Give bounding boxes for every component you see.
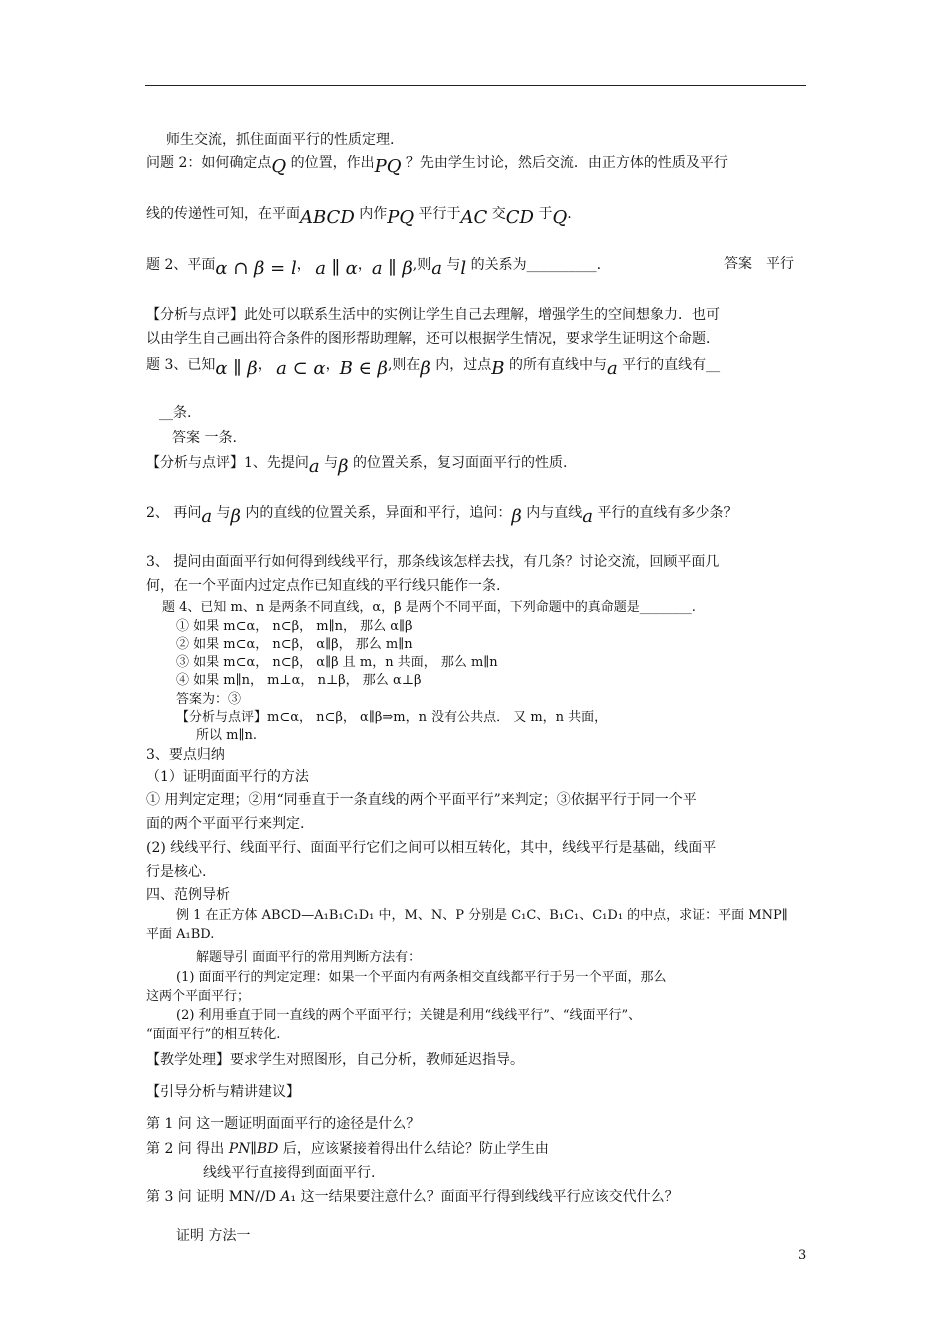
math-expression: α ∩ β = l xyxy=(215,258,297,279)
text-fragment: 面的两个平面平行来判定. xyxy=(146,816,305,832)
math-expression: Q xyxy=(271,156,287,177)
text-fragment: ,则 xyxy=(412,257,432,273)
text-fragment: 何，在一个平面内过定点作已知直线的平行线只能作一条. xyxy=(146,578,501,594)
proof-heading xyxy=(176,1226,250,1246)
text-fragment: ④ 如果 m∥n， m⊥α， n⊥β， 那么 α⊥β xyxy=(176,673,422,688)
text-fragment: 线的传递性可知，在平面 xyxy=(146,206,300,222)
solution-guide xyxy=(196,948,421,968)
problem-3-answer xyxy=(172,428,237,448)
text-fragment: 平行的直线有__ xyxy=(622,357,721,373)
question-3 xyxy=(146,1187,679,1207)
analysis-line-1 xyxy=(146,305,720,325)
math-expression: a ⊂ α xyxy=(276,358,326,379)
section-3-heading xyxy=(146,745,225,765)
solution-guide-2 xyxy=(176,1006,641,1026)
math-expression: a xyxy=(582,506,593,527)
solution-guide-2-cont xyxy=(146,1025,280,1045)
text-fragment: 与 xyxy=(324,455,339,471)
section-3-line xyxy=(146,814,304,834)
example-1-cont xyxy=(146,925,214,945)
text-fragment: （1）证明面面平行的方法 xyxy=(146,769,309,785)
text-fragment: 答案为：③ xyxy=(176,692,242,707)
analysis-3-line-1 xyxy=(146,552,719,572)
text-fragment: 四、范例导析 xyxy=(146,887,230,903)
text-fragment: 的位置关系，复习面面平行的性质. xyxy=(352,455,568,471)
text-fragment: 证明 方法一 xyxy=(176,1228,251,1244)
text-fragment: 【分析与点评】m⊂α， n⊂β， α∥β⇒m，n 没有公共点． 又 m，n 共面， xyxy=(176,710,608,725)
text-fragment: 师生交流，抓住面面平行的性质定理. xyxy=(166,132,395,148)
section-3-item-1 xyxy=(146,767,309,787)
text-fragment: 答案 一条. xyxy=(172,430,237,446)
header-rule xyxy=(145,85,806,86)
text-fragment: 与 xyxy=(216,505,231,521)
text-fragment: 【分析与点评】1、先提问 xyxy=(146,455,309,471)
text-fragment: 【分析与点评】此处可以联系生活中的实例让学生自己去理解，增强学生的空间想象力．也可 xyxy=(146,307,720,323)
question-2 xyxy=(146,1139,549,1159)
question-1 xyxy=(146,1114,420,1134)
text-fragment: 行是核心. xyxy=(146,864,207,880)
math-expression: β xyxy=(338,456,349,477)
text-fragment: 后，应该紧接着得出什么结论？防止学生由 xyxy=(278,1141,549,1157)
problem-4-option-1 xyxy=(176,617,413,637)
text-fragment: ？先由学生讨论，然后交流．由正方体的性质及平行 xyxy=(405,155,728,171)
teaching-note xyxy=(146,1050,524,1070)
text-fragment: 内作 xyxy=(359,206,388,222)
text-fragment: ， xyxy=(357,257,372,273)
problem-4-option-3 xyxy=(176,653,498,673)
text-fragment: 线线平行直接得到面面平行. xyxy=(203,1165,376,1181)
math-expression: Q xyxy=(552,207,568,228)
text-fragment: 的关系为__________. xyxy=(470,257,602,273)
text-fragment: 解题导引 面面平行的常用判断方法有： xyxy=(196,950,422,965)
text-fragment: 第 3 问 证明 MN//D xyxy=(146,1189,281,1205)
analysis-2 xyxy=(146,502,738,527)
solution-guide-1-cont xyxy=(146,987,250,1007)
text-fragment: ① 用判定定理；②用“同垂直于一条直线的两个平面平行”来判定；③依据平行于同一个平 xyxy=(146,792,697,808)
question-2-line-1 xyxy=(146,152,728,177)
text-fragment: 问题 2：如何确定点 xyxy=(146,155,272,171)
math-expression: a xyxy=(201,506,213,527)
analysis-1 xyxy=(146,452,568,477)
problem-4-analysis xyxy=(176,708,607,728)
math-expression: PQ xyxy=(387,207,415,228)
math-expression: a xyxy=(431,258,442,279)
problem-4-answer xyxy=(176,690,241,710)
text-fragment: 平面 A₁BD. xyxy=(146,927,215,942)
text-line xyxy=(166,130,394,150)
text-fragment: PN∥BD xyxy=(228,1141,279,1157)
guidance-heading xyxy=(146,1082,300,1102)
problem-2 xyxy=(146,254,602,279)
example-1 xyxy=(176,906,788,926)
text-fragment: 答案 平行 xyxy=(724,256,794,272)
text-fragment: 这两个平面平行； xyxy=(146,989,251,1004)
text-fragment: ① 如果 m⊂α， n⊂β， m∥n， 那么 α∥β xyxy=(176,619,413,634)
problem-4-option-2 xyxy=(176,635,413,655)
page-number: 3 xyxy=(798,1248,807,1263)
text-fragment: 2、 再问 xyxy=(146,505,202,521)
text-fragment: ₁ xyxy=(290,1189,297,1205)
text-fragment: ② 如果 m⊂α， n⊂β， α∥β， 那么 m∥n xyxy=(176,637,413,652)
text-fragment: 内的直线的位置关系，异面和平行，追问： xyxy=(245,505,512,521)
text-fragment: 内与直线 xyxy=(526,505,583,521)
problem-4-analysis-cont xyxy=(196,726,257,746)
math-expression: β xyxy=(511,506,522,527)
section-3-line xyxy=(146,862,206,882)
text-fragment: 的位置，作出 xyxy=(290,155,375,171)
math-expression: α ∥ β xyxy=(215,358,258,379)
text-fragment: 第 2 问 得出 xyxy=(146,1141,229,1157)
text-fragment: 平行的直线有多少条？ xyxy=(597,505,738,521)
text-fragment: 3、 提问由面面平行如何得到线线平行，那条线该怎样去找，有几条？讨论交流，回顾平面几 xyxy=(146,554,720,570)
math-expression: β xyxy=(230,506,241,527)
math-expression: CD xyxy=(505,207,534,228)
solution-guide-1 xyxy=(176,968,667,988)
text-fragment: ， xyxy=(325,357,340,373)
section-3-line xyxy=(146,790,697,810)
text-fragment: 3、要点归纳 xyxy=(146,747,225,763)
text-fragment: (2) 线线平行、线面平行、面面平行它们之间可以相互转化，其中，线线平行是基础，线面平 xyxy=(146,840,717,856)
text-fragment: 这一结果要注意什么？面面平行得到线线平行应该交代什么？ xyxy=(296,1189,679,1205)
math-expression: l xyxy=(460,258,467,279)
math-expression: β xyxy=(420,358,431,379)
text-fragment: 所以 m∥n. xyxy=(196,728,257,743)
text-fragment: 第 1 问 这一题证明面面平行的途径是什么？ xyxy=(146,1116,421,1132)
text-fragment: __条. xyxy=(159,405,192,421)
math-expression: a xyxy=(308,456,320,477)
section-4-heading xyxy=(146,885,230,905)
text-fragment: 【教学处理】要求学生对照图形，自己分析，教师延迟指导。 xyxy=(146,1052,524,1068)
problem-3-cont xyxy=(159,403,191,423)
question-2-cont xyxy=(203,1163,375,1183)
text-fragment: . xyxy=(567,206,572,222)
text-fragment: (1) 面面平行的判定定理：如果一个平面内有两条相交直线都平行于另一个平面，那么 xyxy=(176,970,667,985)
text-fragment: (2) 利用垂直于同一直线的两个平面平行；关键是利用“线线平行”、“线面平行”、 xyxy=(176,1008,642,1023)
text-fragment: 于 xyxy=(538,206,553,222)
text-fragment: 【引导分析与精讲建议】 xyxy=(146,1084,300,1100)
text-fragment: ， xyxy=(296,257,311,273)
math-expression: AC xyxy=(460,207,488,228)
analysis-3-line-2 xyxy=(146,576,500,596)
text-fragment: ， xyxy=(257,357,272,373)
text-fragment: 以由学生自己画出符合条件的图形帮助理解，还可以根据学生情况，要求学生证明这个命题． xyxy=(146,331,720,347)
problem-2-answer xyxy=(724,254,794,274)
text-fragment: 题 4、已知 m、n 是两条不同直线，α，β 是两个不同平面，下列命题中的真命题是________. xyxy=(162,600,696,615)
problem-4-option-4 xyxy=(176,671,421,691)
math-expression: B ∈ β xyxy=(339,358,388,379)
text-fragment: ③ 如果 m⊂α， n⊂β， α∥β 且 m，n 共面， 那么 m∥n xyxy=(176,655,498,670)
question-2-line-2 xyxy=(146,203,572,228)
math-expression: B xyxy=(491,358,505,379)
math-expression: a ∥ β xyxy=(371,258,413,279)
math-expression: a xyxy=(606,358,618,379)
math-expression: PQ xyxy=(374,156,402,177)
text-fragment: 题 3、已知 xyxy=(146,357,216,373)
text-fragment: 交 xyxy=(491,206,506,222)
text-fragment: “面面平行”的相互转化. xyxy=(146,1027,281,1042)
text-fragment: 与 xyxy=(446,257,461,273)
text-fragment: 的所有直线中与 xyxy=(508,357,607,373)
analysis-line-2 xyxy=(146,329,720,349)
problem-3 xyxy=(146,354,721,379)
problem-4 xyxy=(162,598,696,618)
text-fragment: ,则在 xyxy=(387,357,421,373)
text-fragment: 题 2、平面 xyxy=(146,257,216,273)
section-3-item-2 xyxy=(146,838,716,858)
math-expression: a ∥ α xyxy=(315,258,358,279)
math-expression: ABCD xyxy=(300,207,355,228)
text-fragment: 例 1 在正方体 ABCD—A₁B₁C₁D₁ 中，M、N、P 分别是 C₁C、B₁C₁、C₁D₁ 的中点，求证：平面 MNP∥ xyxy=(176,908,788,923)
text-fragment: A xyxy=(280,1189,291,1205)
text-fragment: 内，过点 xyxy=(435,357,492,373)
text-fragment: 平行于 xyxy=(418,206,461,222)
